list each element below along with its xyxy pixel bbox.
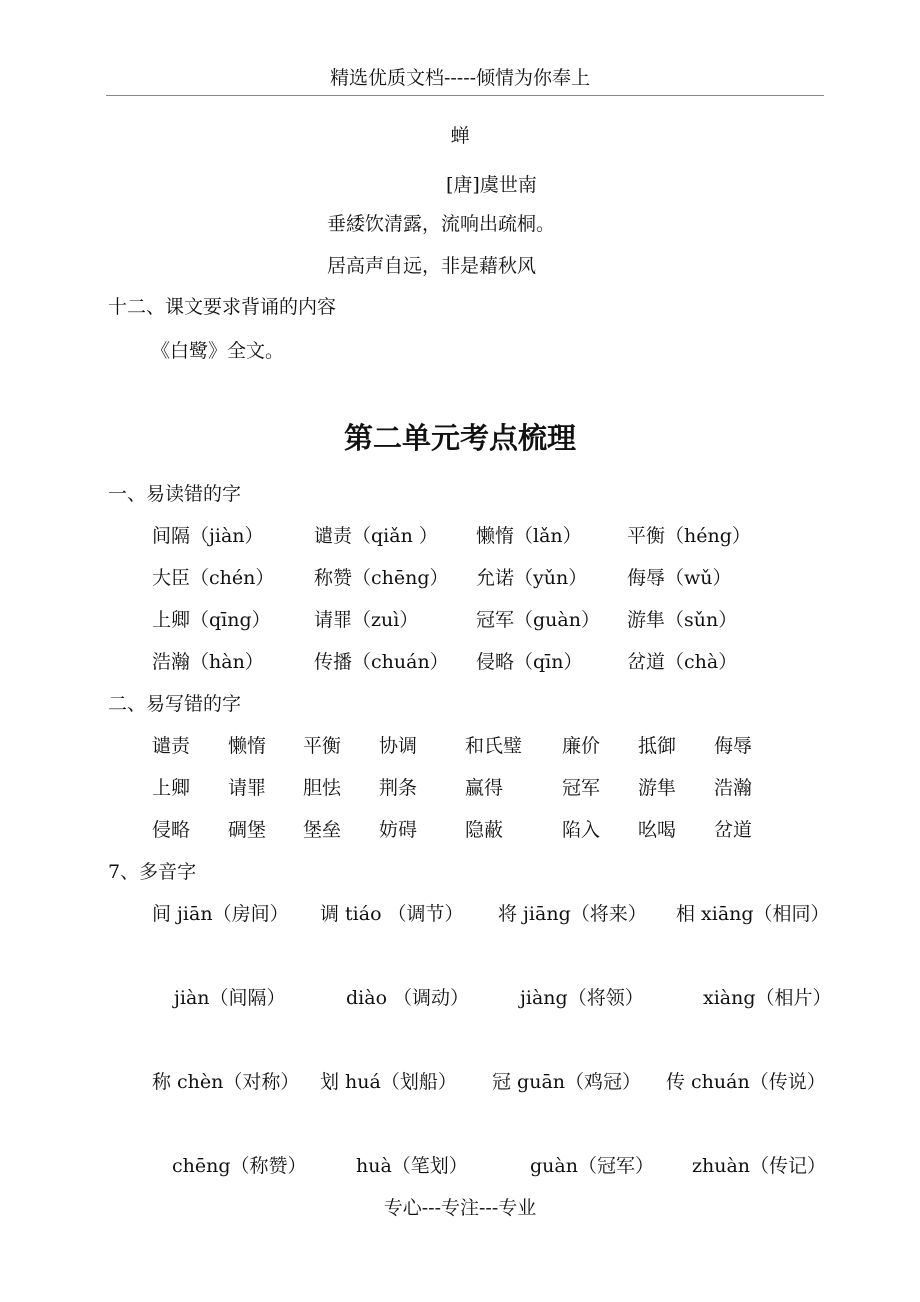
word-item: 碉堡 — [228, 819, 267, 841]
header-rule — [106, 95, 824, 96]
polyphone-item: xiàng（相片） — [703, 987, 832, 1009]
word-item: 协调 — [379, 735, 418, 757]
pinyin-item: 侮辱（wǔ） — [627, 567, 732, 589]
word-item: 谴责 — [152, 735, 191, 757]
word-item: 妨碍 — [379, 819, 418, 841]
word-item: 陷入 — [562, 819, 601, 841]
section-heading: 十二、课文要求背诵的内容 — [108, 296, 337, 318]
word-item: 吆喝 — [638, 819, 677, 841]
word-item: 请罪 — [228, 777, 267, 799]
polyphone-item: 间 jiān（房间） — [152, 903, 289, 925]
word-item: 浩瀚 — [714, 777, 753, 799]
word-item: 冠军 — [562, 777, 601, 799]
word-item: 隐蔽 — [465, 819, 504, 841]
polyphone-item: 称 chèn（对称） — [152, 1071, 300, 1093]
polyphone-item: 相 xiāng（相同） — [676, 903, 830, 925]
pinyin-item: 侵略（qīn） — [476, 651, 583, 673]
polyphone-item: zhuàn（传记） — [692, 1155, 827, 1177]
word-item: 岔道 — [714, 819, 753, 841]
word-item: 侮辱 — [714, 735, 753, 757]
pinyin-item: 岔道（chà） — [627, 651, 738, 673]
polyphone-item: 冠 guān（鸡冠） — [492, 1071, 642, 1093]
word-item: 抵御 — [638, 735, 677, 757]
page-footer: 专心---专注---专业 — [383, 1197, 537, 1219]
pinyin-item: 谴责（qiǎn ） — [314, 525, 438, 547]
word-item: 廉价 — [562, 735, 601, 757]
word-item: 堡垒 — [303, 819, 342, 841]
section-heading: 7、多音字 — [108, 861, 197, 883]
poem-title: 蝉 — [450, 125, 470, 147]
pinyin-item: 间隔（jiàn） — [152, 525, 264, 547]
pinyin-item: 懒惰（lǎn） — [476, 525, 582, 547]
page-header: 精选优质文档-----倾情为你奉上 — [329, 67, 591, 89]
unit-title: 第二单元考点梳理 — [343, 421, 576, 455]
word-item: 侵略 — [152, 819, 191, 841]
word-item: 荆条 — [379, 777, 418, 799]
polyphone-item: 传 chuán（传说） — [666, 1071, 826, 1093]
word-item: 上卿 — [152, 777, 191, 799]
section-content: 《白鹭》全文。 — [151, 340, 285, 362]
pinyin-item: 浩瀚（hàn） — [152, 651, 264, 673]
poem-author: [唐]虞世南 — [446, 174, 537, 196]
polyphone-item: diào （调动） — [346, 987, 470, 1009]
word-item: 胆怯 — [303, 777, 342, 799]
polyphone-item: huà（笔划） — [356, 1155, 468, 1177]
pinyin-item: 允诺（yǔn） — [476, 567, 588, 589]
word-item: 懒惰 — [228, 735, 267, 757]
polyphone-item: 调 tiáo （调节） — [320, 903, 464, 925]
pinyin-item: 游隼（sǔn） — [627, 609, 738, 631]
pinyin-item: 传播（chuán） — [314, 651, 449, 673]
pinyin-item: 平衡（héng） — [627, 525, 751, 547]
polyphone-item: 将 jiāng（将来） — [498, 903, 647, 925]
word-item: 平衡 — [303, 735, 342, 757]
section-heading: 一、易读错的字 — [108, 483, 242, 505]
section-heading: 二、易写错的字 — [108, 693, 242, 715]
polyphone-item: chēng（称赞） — [172, 1155, 307, 1177]
word-item: 和氏璧 — [465, 735, 523, 757]
poem-line: 居高声自远，非是藉秋风 — [327, 255, 537, 277]
pinyin-item: 冠军（guàn） — [476, 609, 600, 631]
pinyin-item: 称赞（chēng） — [314, 567, 449, 589]
word-item: 赢得 — [465, 777, 504, 799]
word-item: 游隼 — [638, 777, 677, 799]
polyphone-item: 划 huá（划船） — [320, 1071, 457, 1093]
pinyin-item: 上卿（qīng） — [152, 609, 271, 631]
pinyin-item: 请罪（zuì） — [314, 609, 419, 631]
poem-line: 垂緌饮清露，流响出疏桐。 — [327, 213, 556, 235]
pinyin-item: 大臣（chén） — [152, 567, 275, 589]
polyphone-item: jiàng（将领） — [520, 987, 644, 1009]
polyphone-item: guàn（冠军） — [530, 1155, 654, 1177]
polyphone-item: jiàn（间隔） — [174, 987, 286, 1009]
